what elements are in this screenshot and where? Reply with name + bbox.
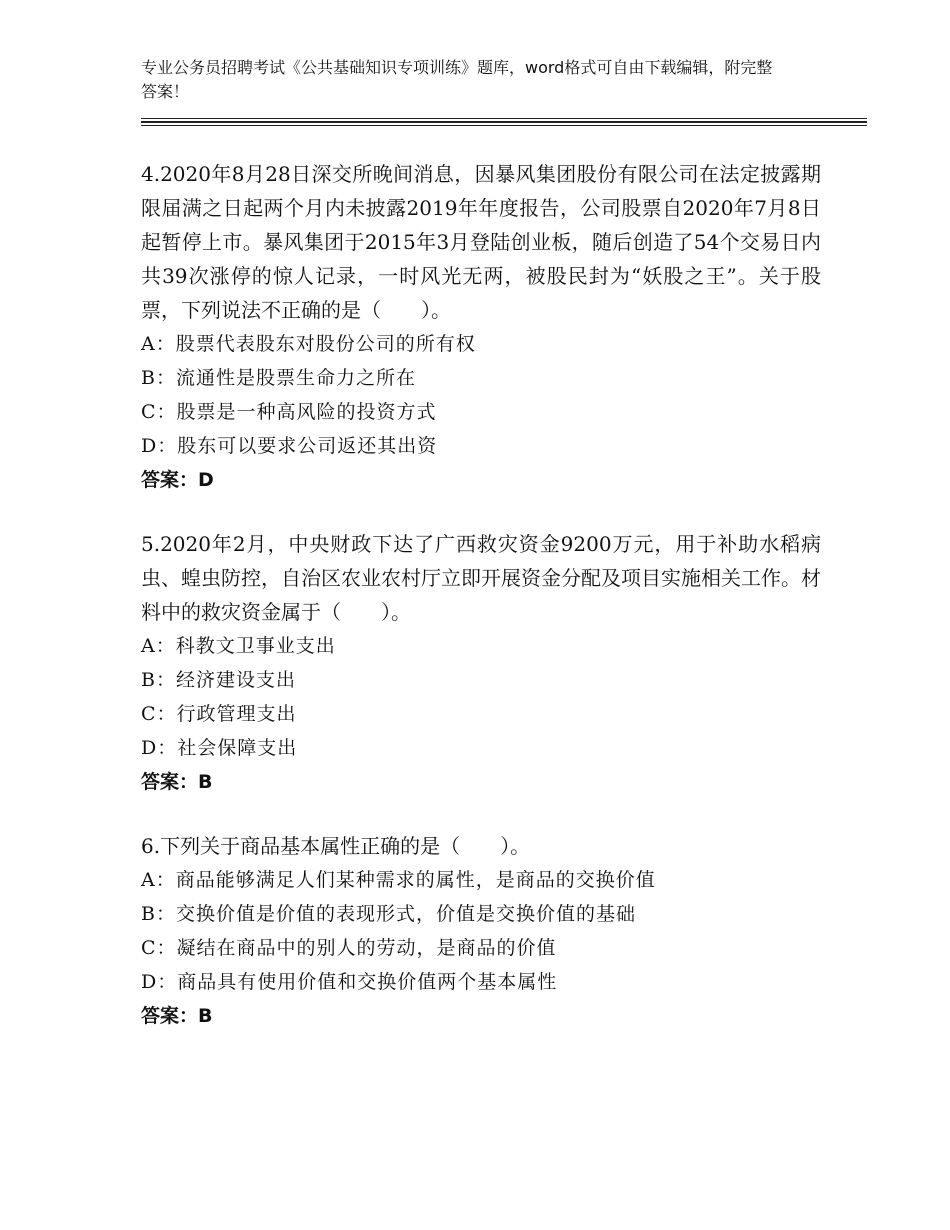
header-rule-middle — [141, 121, 867, 123]
option-d: D：社会保障支出 — [141, 737, 298, 759]
question-stem: 6.下列关于商品基本属性正确的是（ ）。 — [141, 834, 531, 858]
option-c: C：行政管理支出 — [141, 703, 297, 725]
answer-line: 答案：B — [141, 771, 213, 793]
question-stem: 4.2020年8月28日深交所晚间消息，因暴风集团股份有限公司在法定披露期限届满之日起两个月内未披露2019年年度报告，公司股票自2020年7月8日起暂停上市。暴风集团于2015年3月登陆创业板，随后创造了54个交易日内共39次涨停的惊人记录，一时风光无两，被股民封为“妖股之王”。关于股票，下列说法不正确的是（ ）。 — [141, 162, 821, 322]
option-d: D：商品具有使用价值和交换价值两个基本属性 — [141, 971, 558, 993]
option-a: A：股票代表股东对股份公司的所有权 — [141, 333, 476, 355]
option-b: B：流通性是股票生命力之所在 — [141, 367, 416, 389]
option-a: A：商品能够满足人们某种需求的属性，是商品的交换价值 — [141, 869, 656, 891]
question-list — [141, 157, 821, 1063]
option-d: D：股东可以要求公司返还其出资 — [141, 435, 438, 457]
header-rule-top — [141, 118, 867, 119]
question-4 — [141, 157, 821, 497]
option-b: B：经济建设支出 — [141, 669, 296, 691]
answer-line: 答案：B — [141, 1005, 213, 1027]
answer-line: 答案：D — [141, 469, 214, 491]
option-a: A：科教文卫事业支出 — [141, 635, 336, 657]
page-header: 专业公务员招聘考试《公共基础知识专项训练》题库，word格式可自由下载编辑，附完整答案！ — [141, 58, 773, 101]
header-rule-bottom — [141, 125, 867, 126]
option-b: B：交换价值是价值的表现形式，价值是交换价值的基础 — [141, 903, 636, 925]
question-5 — [141, 527, 821, 799]
option-c: C：凝结在商品中的别人的劳动，是商品的价值 — [141, 937, 557, 959]
option-c: C：股票是一种高风险的投资方式 — [141, 401, 437, 423]
question-stem: 5.2020年2月，中央财政下达了广西救灾资金9200万元，用于补助水稻病虫、蝗虫防控，自治区农业农村厅立即开展资金分配及项目实施相关工作。材料中的救灾资金属于（ ）。 — [141, 532, 821, 624]
question-6 — [141, 829, 821, 1033]
